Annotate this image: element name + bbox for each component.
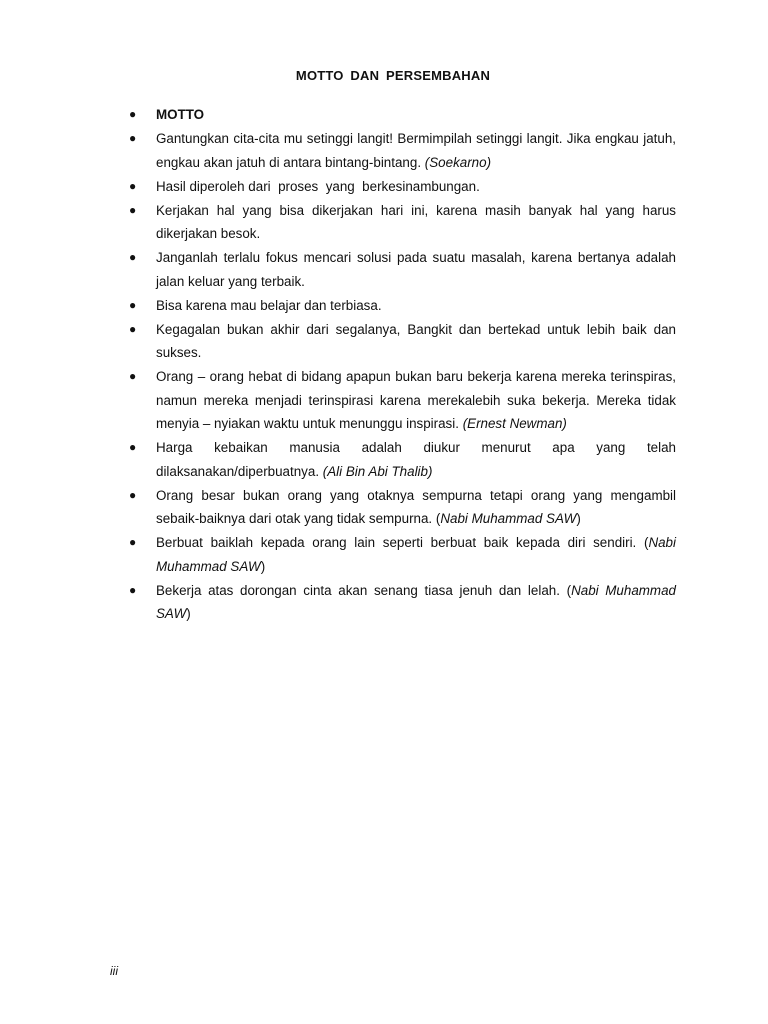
bullet-icon: ● [129, 369, 137, 384]
list-item [127, 531, 676, 578]
bullet-icon: ● [129, 535, 137, 550]
bullet-icon: ● [129, 297, 137, 312]
bullet-icon: ● [129, 250, 137, 265]
item-text: Gantungkan cita-cita mu setinggi langit! Bermimpilah setinggi langit. Jika engkau jatuh, engkau akan jatuh di antara bintang-bintang. [156, 131, 676, 170]
source-close-paren: ) [260, 558, 266, 574]
quote-source: Nabi Muhammad SAW [156, 535, 676, 574]
item-text: Kerjakan hal yang bisa dikerjakan hari ini, karena masih banyak hal yang harus dikerjakan besok. [156, 202, 676, 242]
page-title: MOTTO DAN PERSEMBAHAN [295, 68, 491, 83]
bullet-icon: ● [129, 131, 137, 146]
source-open-paren: ( [643, 535, 649, 551]
list-item [127, 294, 676, 317]
item-text: Orang besar bukan orang yang otaknya sempurna tetapi orang yang mengambil sebaik-baiknya dari otak yang tidak sempurna. [156, 487, 676, 527]
item-text: Bisa karena mau belajar dan terbiasa. [156, 297, 382, 313]
list-item [127, 579, 676, 626]
list-item [127, 318, 676, 365]
item-text: MOTTO [156, 107, 205, 122]
page-number: iii [110, 964, 118, 978]
quote-source: Nabi Muhammad SAW [156, 582, 676, 622]
bullet-icon: ● [129, 321, 137, 336]
list-item [127, 175, 676, 198]
motto-list [127, 103, 676, 626]
bullet-icon: ● [129, 440, 137, 455]
item-text: Berbuat baiklah kepada orang lain seperti berbuat baik kepada diri sendiri. [156, 535, 637, 551]
bullet-icon: ● [129, 487, 137, 502]
bullet-icon: ● [129, 107, 137, 121]
quote-source: (Ernest Newman) [462, 416, 567, 432]
quote-source: Nabi Muhammad SAW [440, 511, 577, 527]
item-text: Harga kebaikan manusia adalah diukur menurut apa yang telah dilaksanakan/diperbuatnya. [156, 440, 676, 479]
item-text: Bekerja atas dorongan cinta akan senang tiasa jenuh dan lelah. [156, 582, 560, 598]
quote-source: (Ali Bin Abi Thalib) [322, 463, 433, 479]
source-open-paren: ( [566, 582, 572, 598]
source-close-paren: ) [576, 511, 581, 527]
quote-source: (Soekarno) [424, 154, 492, 170]
list-item [127, 484, 676, 531]
list-item [127, 127, 676, 174]
list-item [127, 246, 676, 293]
item-text: Hasil diperoleh dari proses yang berkesinambungan. [156, 178, 480, 194]
list-item [127, 199, 676, 246]
bullet-icon: ● [129, 202, 137, 217]
bullet-icon: ● [129, 178, 137, 193]
source-close-paren: ) [186, 606, 191, 622]
list-item [127, 436, 676, 483]
item-text: Kegagalan bukan akhir dari segalanya, Bangkit dan bertekad untuk lebih baik dan sukses. [156, 321, 676, 361]
list-item [127, 365, 676, 435]
bullet-icon: ● [129, 582, 137, 597]
list-item-motto-heading [127, 103, 676, 126]
item-text: Janganlah terlalu fokus mencari solusi pada suatu masalah, karena bertanya adalah jalan keluar yang terbaik. [156, 250, 676, 289]
item-text: Orang – orang hebat di bidang apapun bukan baru bekerja karena mereka terinspiras, namun mereka menjadi terinspirasi karena merekalebih suka bekerja. Mereka tidak menyia – nyiakan waktu untuk menunggu inspirasi. [156, 369, 676, 432]
source-open-paren: ( [435, 511, 441, 527]
